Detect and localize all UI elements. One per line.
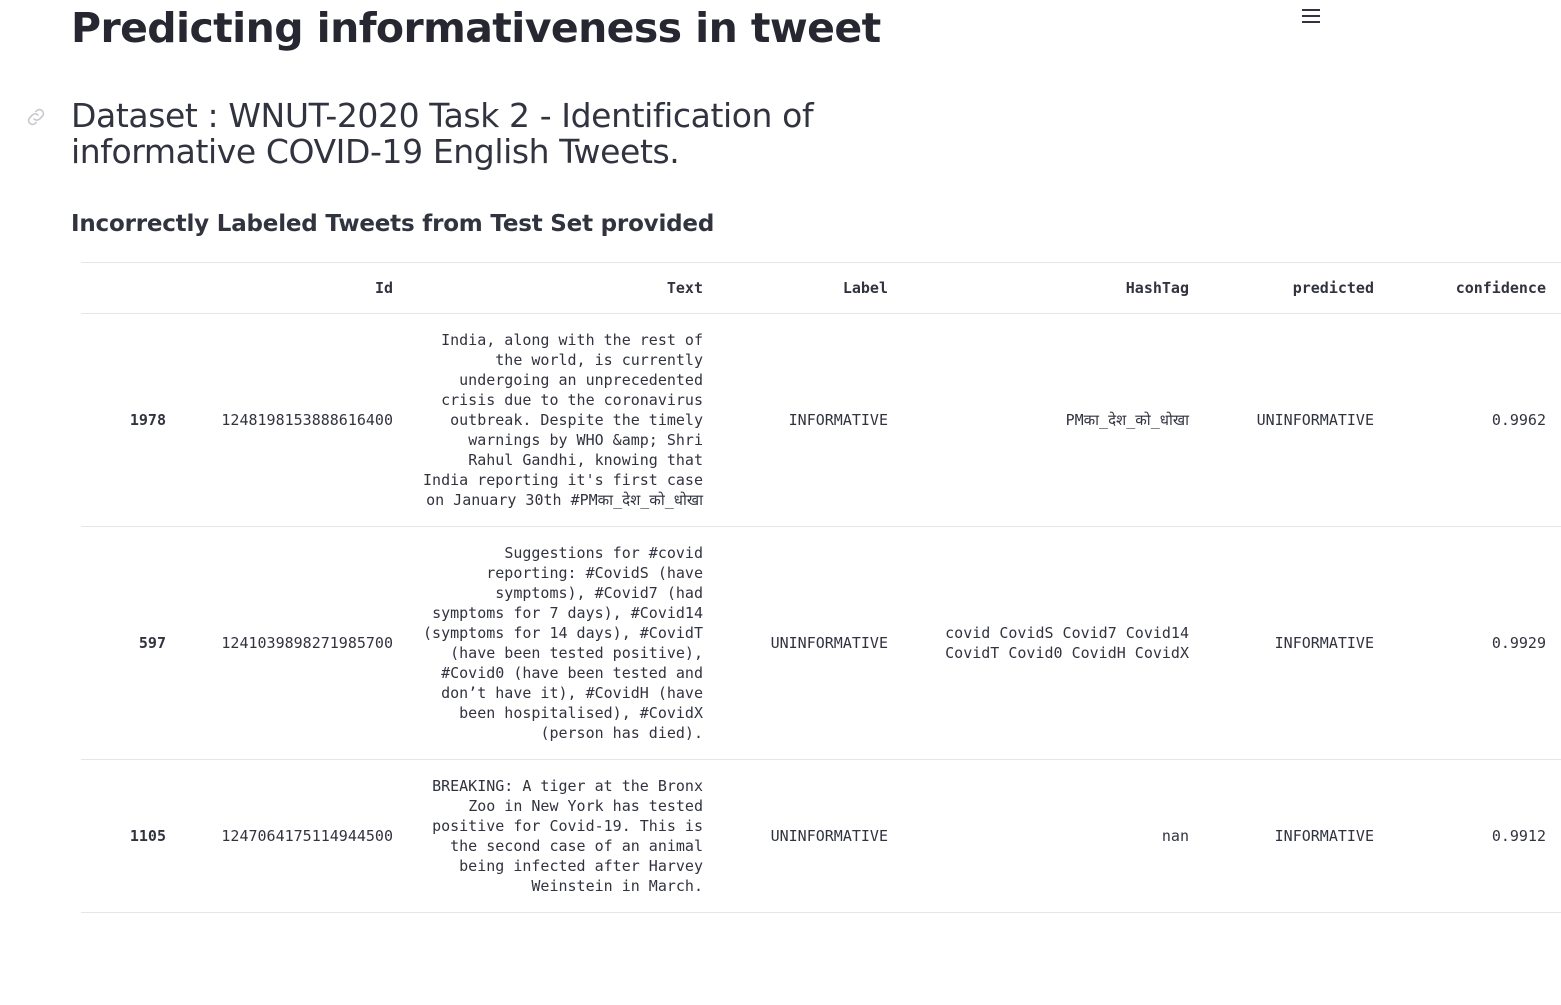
column-header-text[interactable]: Text <box>408 263 718 314</box>
predicted-cell: INFORMATIVE <box>1204 760 1389 913</box>
results-table <box>81 262 1561 913</box>
confidence-cell: 0.9929 <box>1389 527 1561 760</box>
id-cell: 1247064175114944500 <box>181 760 408 913</box>
table-row <box>81 760 1561 913</box>
hashtag-cell: covid CovidS Covid7 Covid14 CovidT Covid0 CovidH CovidX <box>903 527 1204 760</box>
text-cell: India, along with the rest of the world, is currently undergoing an unprecedented crisis due to the coronavirus outbreak. Despite the timely warnings by WHO &amp; Shri Rahul Gandhi, knowing that India reporting it's first case on January 30th #PMका_देश_को_धोखा <box>408 314 718 527</box>
hamburger-menu-icon <box>1297 2 1325 30</box>
results-table-container[interactable] <box>81 262 1546 913</box>
hashtag-cell: PMका_देश_को_धोखा <box>903 314 1204 527</box>
table-row <box>81 314 1561 527</box>
row-index-cell: 1978 <box>81 314 181 527</box>
row-index-cell: 1105 <box>81 760 181 913</box>
confidence-cell: 0.9912 <box>1389 760 1561 913</box>
column-header-index[interactable] <box>81 263 181 314</box>
column-header-id[interactable]: Id <box>181 263 408 314</box>
text-cell: Suggestions for #covid reporting: #CovidS (have symptoms), #Covid7 (had symptoms for 7 days), #Covid14 (symptoms for 14 days), #CovidT (have been tested positive), #Covid0 (have been tested and don’t have it), #CovidH (have been hospitalised), #CovidX (person has died). <box>408 527 718 760</box>
table-row <box>81 527 1561 760</box>
column-header-label[interactable]: Label <box>718 263 903 314</box>
label-cell: UNINFORMATIVE <box>718 760 903 913</box>
column-header-confidence[interactable]: confidence <box>1389 263 1561 314</box>
table-header-row <box>81 263 1561 314</box>
text-cell: BREAKING: A tiger at the Bronx Zoo in New York has tested positive for Covid-19. This is the second case of an animal being infected after Harvey Weinstein in March. <box>408 760 718 913</box>
main-menu-button[interactable] <box>1297 2 1325 30</box>
page-title: Predicting informativeness in tweet <box>71 4 881 52</box>
section-heading: Incorrectly Labeled Tweets from Test Set provided <box>71 211 715 237</box>
id-cell: 1248198153888616400 <box>181 314 408 527</box>
column-header-hashtag[interactable]: HashTag <box>903 263 1204 314</box>
predicted-cell: UNINFORMATIVE <box>1204 314 1389 527</box>
label-cell: UNINFORMATIVE <box>718 527 903 760</box>
link-icon <box>24 114 48 133</box>
predicted-cell: INFORMATIVE <box>1204 527 1389 760</box>
column-header-predicted[interactable]: predicted <box>1204 263 1389 314</box>
hashtag-cell: nan <box>903 760 1204 913</box>
id-cell: 1241039898271985700 <box>181 527 408 760</box>
confidence-cell: 0.9962 <box>1389 314 1561 527</box>
dataset-subtitle: Dataset : WNUT-2020 Task 2 - Identification of informative COVID-19 English Tweets. <box>71 96 814 171</box>
subtitle-anchor-link[interactable] <box>24 105 48 129</box>
label-cell: INFORMATIVE <box>718 314 903 527</box>
row-index-cell: 597 <box>81 527 181 760</box>
